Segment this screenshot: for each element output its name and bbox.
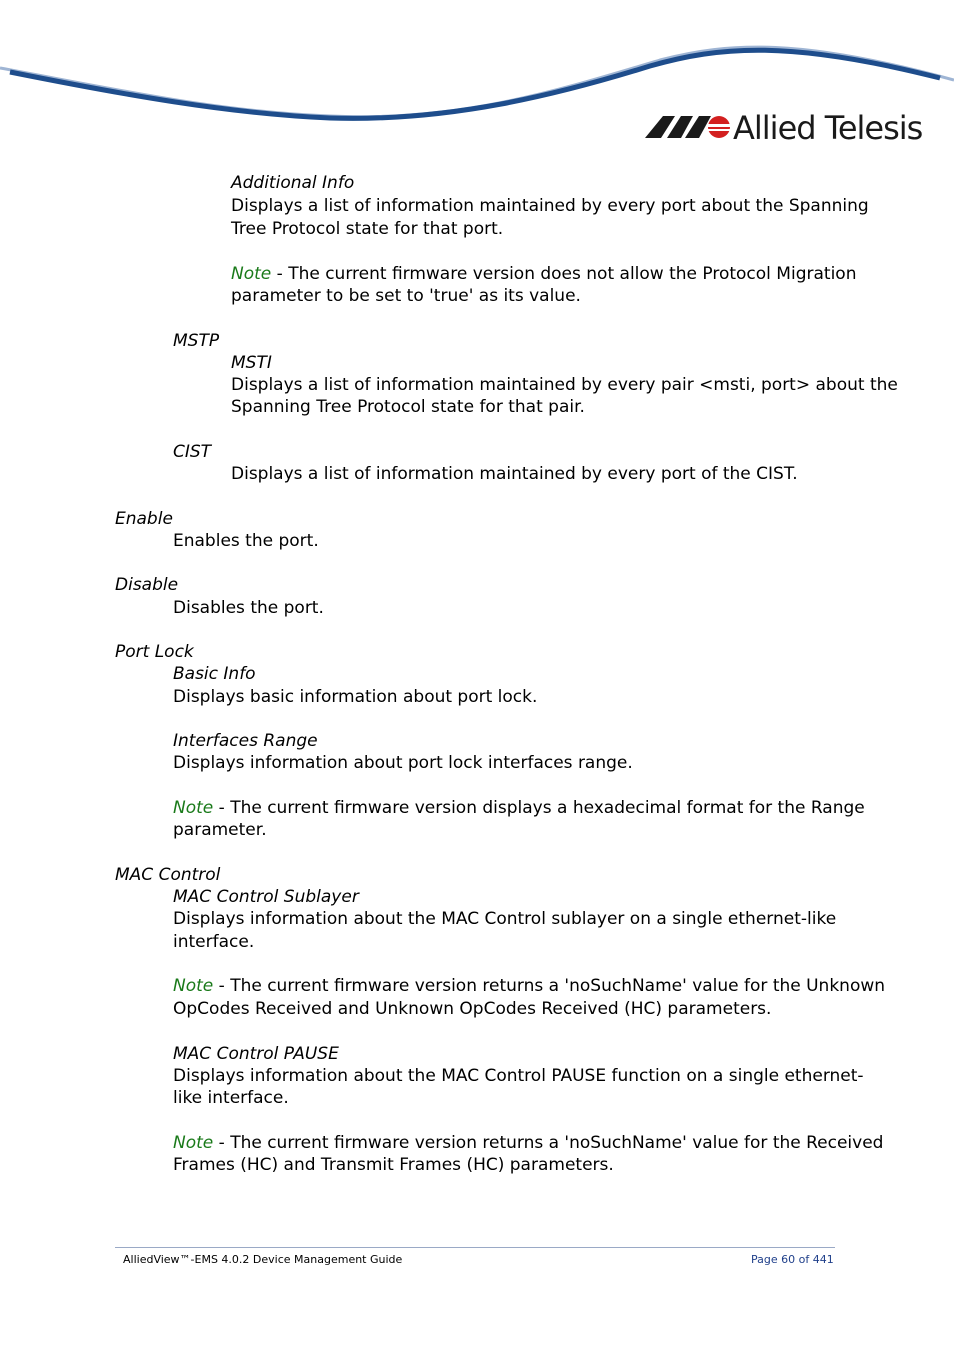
heading-mstp: MSTP [173, 331, 220, 351]
note-text: - The current firmware version displays a hexadecimal format for the Range [213, 798, 865, 818]
note-line: parameter. [173, 820, 267, 840]
heading-disable: Disable [115, 575, 179, 595]
paragraph-line: like interface. [173, 1088, 289, 1108]
heading-additional-info: Additional Info [231, 173, 355, 193]
paragraph-line: interface. [173, 932, 255, 952]
paragraph-line: Disables the port. [173, 598, 324, 618]
note-line [231, 263, 856, 285]
note-line: OpCodes Received and Unknown OpCodes Received (HC) parameters. [173, 999, 772, 1019]
footer-document-title: AlliedView™-EMS 4.0.2 Device Management Guide [123, 1253, 403, 1266]
note-line [173, 1132, 883, 1154]
heading-enable: Enable [115, 509, 173, 529]
paragraph-line: Tree Protocol state for that port. [231, 219, 504, 239]
note-label: Note [173, 976, 214, 996]
paragraph-line: Displays information about the MAC Control PAUSE function on a single ethernet- [173, 1066, 864, 1086]
allied-telesis-logo-mark [645, 114, 731, 140]
heading-port-lock: Port Lock [115, 642, 194, 662]
heading-mac-control-sublayer: MAC Control Sublayer [173, 887, 359, 907]
heading-cist: CIST [173, 442, 212, 462]
note-line: parameter to be set to 'true' as its value. [231, 286, 581, 306]
paragraph-line: Displays information about the MAC Control sublayer on a single ethernet-like [173, 909, 837, 929]
note-label: Note [173, 798, 214, 818]
paragraph-line: Displays a list of information maintained by every pair <msti, port> about the [231, 375, 898, 395]
note-label: Note [231, 264, 272, 284]
note-text: - The current firmware version does not allow the Protocol Migration [271, 264, 857, 284]
footer-page-number: Page 60 of 441 [751, 1253, 834, 1266]
allied-telesis-logo [645, 108, 923, 148]
paragraph-line: Spanning Tree Protocol state for that pair. [231, 397, 585, 417]
note-text: - The current firmware version returns a 'noSuchName' value for the Received [213, 1133, 884, 1153]
note-line: Frames (HC) and Transmit Frames (HC) parameters. [173, 1155, 614, 1175]
heading-mac-control: MAC Control [115, 865, 221, 885]
paragraph-line: Displays a list of information maintained by every port about the Spanning [231, 196, 869, 216]
heading-basic-info: Basic Info [173, 664, 256, 684]
note-line [173, 975, 885, 997]
heading-msti: MSTI [231, 353, 272, 373]
paragraph-line: Enables the port. [173, 531, 319, 551]
paragraph-line: Displays basic information about port lock. [173, 687, 538, 707]
note-line [173, 797, 865, 819]
heading-mac-control-pause: MAC Control PAUSE [173, 1044, 339, 1064]
heading-interfaces-range: Interfaces Range [173, 731, 318, 751]
logo-wordmark: Allied Telesis [733, 109, 923, 147]
paragraph-line: Displays a list of information maintained by every port of the CIST. [231, 464, 798, 484]
note-text: - The current firmware version returns a 'noSuchName' value for the Unknown [213, 976, 886, 996]
paragraph-line: Displays information about port lock interfaces range. [173, 753, 633, 773]
note-label: Note [173, 1133, 214, 1153]
footer-divider [115, 1247, 835, 1248]
